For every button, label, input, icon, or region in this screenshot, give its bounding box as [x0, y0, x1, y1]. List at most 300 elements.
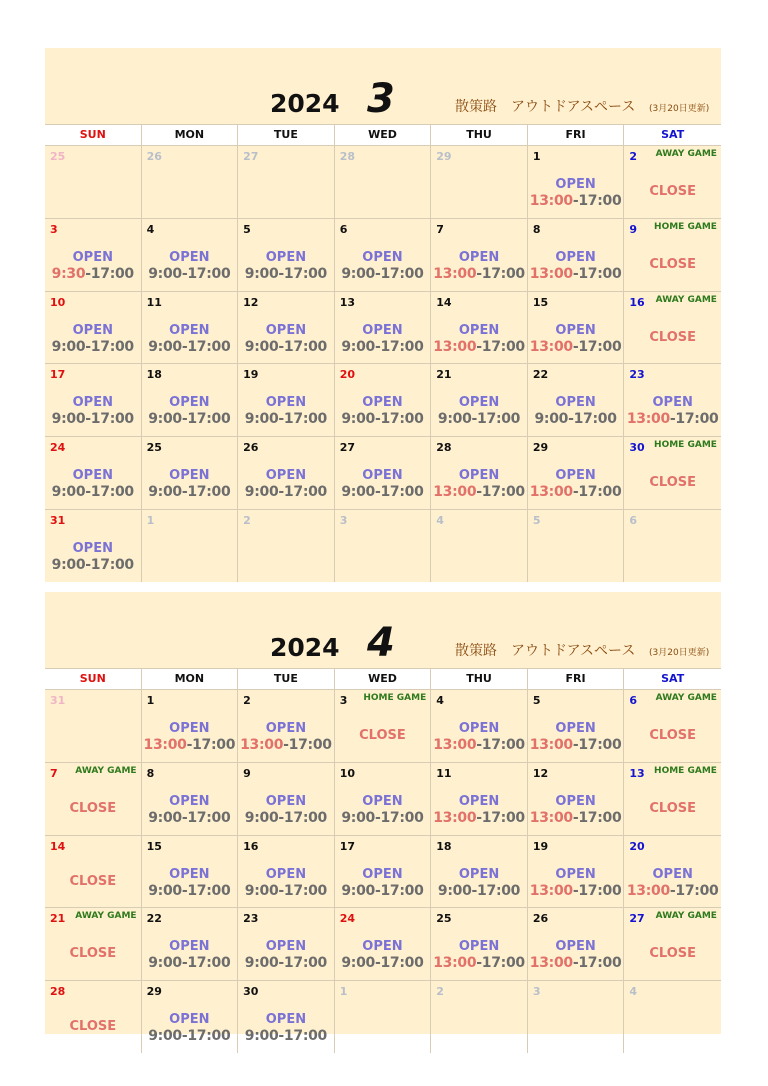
close-status: CLOSE [69, 800, 117, 816]
day-number: 15 [532, 295, 549, 309]
open-status: OPEN [265, 866, 307, 882]
start-time: 13:00 [626, 411, 670, 428]
day-number: 13 [629, 766, 645, 780]
weekday-sat: SAT [624, 125, 721, 145]
day-number: 31 [50, 694, 66, 707]
end-time: -17:00 [568, 411, 617, 428]
end-time: -17:00 [181, 338, 231, 355]
game-label: HOME GAME [654, 221, 717, 232]
opening-hours [528, 955, 624, 971]
start-time: 9:00 [244, 338, 279, 355]
opening-hours [335, 339, 431, 355]
start-time: 9:00 [148, 411, 182, 428]
day-cell [238, 436, 335, 509]
end-time: -17:00 [181, 484, 231, 501]
day-number: 20 [339, 368, 355, 382]
start-time: 13:00 [433, 809, 477, 826]
weekday-fri: FRI [528, 669, 625, 689]
day-cell [431, 907, 528, 980]
end-time: -17:00 [85, 484, 134, 501]
open-status: OPEN [265, 1012, 307, 1028]
day-cell [335, 218, 432, 291]
day-cell [45, 980, 142, 1053]
start-time: 9:00 [244, 265, 279, 282]
day-number: 9 [629, 222, 638, 236]
weekday-wed: WED [335, 125, 432, 145]
opening-hours [624, 883, 721, 899]
day-grid [45, 689, 721, 1053]
day-number: 26 [532, 912, 549, 926]
day-cell [238, 907, 335, 980]
day-number: 26 [243, 441, 259, 455]
day-number: 9 [243, 766, 251, 780]
open-status: OPEN [72, 395, 113, 411]
day-number: 12 [532, 766, 549, 780]
weekday-thu: THU [431, 669, 528, 689]
open-status: OPEN [169, 395, 210, 411]
day-number: 16 [629, 295, 645, 309]
opening-hours [142, 810, 238, 826]
calendar-month: 3 [367, 76, 395, 122]
open-status: OPEN [555, 322, 596, 338]
weekday-header [45, 668, 721, 689]
end-time: -17:00 [572, 737, 622, 753]
updated-note: (3月20日更新) [649, 104, 710, 114]
day-cell [45, 762, 142, 835]
day-number: 2 [243, 513, 251, 527]
end-time: -17:00 [186, 737, 236, 753]
day-number: 1 [146, 513, 155, 527]
day-number: 30 [243, 985, 259, 999]
day-number: 16 [243, 839, 259, 853]
close-status: CLOSE [69, 873, 117, 889]
start-time: 9:00 [148, 338, 182, 355]
day-cell [624, 835, 721, 908]
open-status: OPEN [458, 249, 500, 265]
end-time: -17:00 [374, 882, 424, 899]
close-status: CLOSE [359, 728, 406, 743]
start-time: 9:00 [244, 882, 279, 899]
end-time: -17:00 [476, 737, 525, 753]
end-time: -17:00 [669, 411, 719, 428]
day-cell [624, 218, 721, 291]
end-time: -17:00 [85, 411, 134, 428]
start-time: 13:00 [529, 809, 573, 826]
day-number: 14 [436, 295, 452, 309]
end-time: -17:00 [471, 411, 521, 428]
open-status: OPEN [265, 793, 307, 809]
weekday-tue: TUE [238, 125, 335, 145]
open-status: OPEN [265, 468, 307, 484]
day-cell [624, 689, 721, 762]
open-status: OPEN [362, 468, 403, 484]
start-time: 13:00 [529, 484, 573, 501]
opening-hours [238, 266, 334, 282]
game-label: HOME GAME [654, 440, 717, 451]
start-time: 9:00 [148, 809, 182, 826]
day-cell [431, 980, 528, 1053]
open-status: OPEN [652, 866, 693, 882]
end-time: -17:00 [278, 265, 327, 282]
opening-hours [142, 1028, 238, 1044]
day-cell [45, 509, 142, 582]
game-label: AWAY GAME [655, 693, 717, 703]
end-time: -17:00 [278, 882, 327, 899]
start-time: 9:30 [51, 265, 86, 282]
day-cell [528, 436, 625, 509]
day-cell [142, 509, 239, 582]
day-cell [528, 762, 625, 835]
game-label: AWAY GAME [655, 294, 717, 305]
end-time: -17:00 [85, 338, 134, 355]
day-cell [431, 291, 528, 364]
end-time: -17:00 [374, 955, 424, 972]
day-cell [335, 907, 432, 980]
day-cell [335, 835, 432, 908]
day-number: 29 [532, 441, 549, 455]
day-number: 13 [339, 295, 355, 309]
start-time: 13:00 [529, 737, 573, 753]
weekday-sun: SUN [45, 125, 142, 145]
close-status: CLOSE [649, 184, 696, 199]
day-number: 3 [50, 222, 58, 236]
opening-hours [238, 810, 334, 826]
end-time: -17:00 [572, 193, 622, 209]
open-status: OPEN [555, 866, 596, 882]
day-cell [624, 980, 721, 1053]
end-time: -17:00 [85, 556, 134, 573]
open-status: OPEN [265, 939, 307, 955]
day-cell [45, 907, 142, 980]
location-label: 散策路 アウトドアスペース [455, 643, 636, 659]
start-time: 13:00 [529, 193, 573, 209]
day-number: 21 [50, 912, 66, 926]
weekday-sat: SAT [624, 669, 721, 689]
game-label: AWAY GAME [655, 149, 717, 159]
opening-hours [528, 411, 624, 427]
start-time: 13:00 [433, 737, 477, 753]
game-label: HOME GAME [363, 693, 427, 703]
start-time: 9:00 [244, 1028, 279, 1045]
opening-hours [528, 193, 624, 209]
end-time: -17:00 [374, 411, 424, 428]
weekday-sun: SUN [45, 669, 142, 689]
end-time: -17:00 [374, 484, 424, 501]
start-time: 9:00 [341, 809, 375, 826]
day-number: 6 [629, 513, 638, 527]
day-cell [142, 145, 239, 218]
day-cell [335, 509, 432, 582]
end-time: -17:00 [572, 338, 622, 355]
updated-note: (3月20日更新) [649, 648, 710, 658]
opening-hours [45, 339, 141, 355]
day-number: 6 [629, 694, 638, 707]
day-number: 1 [339, 985, 348, 999]
open-status: OPEN [458, 793, 500, 809]
day-cell [528, 218, 625, 291]
open-status: OPEN [169, 939, 210, 955]
end-time: -17:00 [476, 484, 525, 501]
day-cell [238, 509, 335, 582]
open-status: OPEN [72, 249, 113, 265]
day-number: 27 [339, 441, 355, 455]
day-number: 24 [339, 912, 355, 926]
end-time: -17:00 [181, 265, 231, 282]
game-label: HOME GAME [654, 765, 717, 776]
open-status: OPEN [362, 866, 403, 882]
opening-hours [528, 484, 624, 500]
game-label: AWAY GAME [75, 911, 137, 922]
day-number: 8 [532, 222, 541, 236]
opening-hours [45, 411, 141, 427]
end-time: -17:00 [278, 955, 327, 972]
opening-hours [238, 484, 334, 500]
start-time: 13:00 [529, 955, 573, 972]
day-cell [238, 689, 335, 762]
opening-hours [335, 411, 431, 427]
open-status: OPEN [169, 721, 210, 736]
day-number: 2 [436, 985, 444, 999]
open-status: OPEN [362, 793, 403, 809]
day-number: 4 [436, 694, 444, 707]
day-number: 25 [50, 150, 66, 163]
day-cell [238, 363, 335, 436]
open-status: OPEN [458, 721, 500, 736]
close-status: CLOSE [649, 256, 696, 272]
day-cell [431, 218, 528, 291]
end-time: -17:00 [476, 809, 525, 826]
opening-hours [142, 266, 238, 282]
start-time: 9:00 [51, 556, 86, 573]
open-status: OPEN [169, 249, 210, 265]
day-cell [142, 907, 239, 980]
open-status: OPEN [265, 721, 307, 736]
opening-hours [431, 883, 527, 899]
opening-hours [528, 339, 624, 355]
day-number: 28 [339, 150, 355, 163]
day-cell [624, 363, 721, 436]
day-cell [431, 363, 528, 436]
day-number: 5 [532, 513, 541, 527]
day-cell [528, 291, 625, 364]
day-cell [142, 363, 239, 436]
day-number: 1 [146, 694, 155, 707]
close-status: CLOSE [649, 800, 696, 816]
day-cell [142, 218, 239, 291]
day-cell [335, 762, 432, 835]
day-number: 25 [146, 441, 162, 455]
day-cell [238, 835, 335, 908]
day-cell [142, 980, 239, 1053]
open-status: OPEN [362, 395, 403, 411]
day-number: 11 [146, 295, 162, 309]
day-cell [528, 980, 625, 1053]
opening-hours [431, 339, 527, 355]
opening-hours [142, 883, 238, 899]
day-number: 18 [436, 839, 452, 853]
open-status: OPEN [555, 793, 596, 809]
end-time: -17:00 [572, 809, 622, 826]
day-number: 26 [146, 150, 162, 163]
opening-hours [528, 883, 624, 899]
start-time: 9:00 [244, 955, 279, 972]
start-time: 9:00 [148, 484, 182, 501]
game-label: AWAY GAME [75, 765, 137, 776]
start-time: 9:00 [148, 955, 182, 972]
day-number: 4 [146, 222, 155, 236]
opening-hours [45, 557, 141, 573]
opening-hours [335, 955, 431, 971]
day-number: 3 [532, 985, 541, 999]
calendar-month: 4 [367, 620, 395, 666]
end-time: -17:00 [278, 411, 327, 428]
day-cell [624, 436, 721, 509]
day-number: 11 [436, 766, 452, 780]
opening-hours [624, 411, 721, 427]
day-number: 23 [243, 912, 259, 926]
open-status: OPEN [169, 1012, 210, 1028]
day-cell [238, 762, 335, 835]
open-status: OPEN [555, 395, 596, 411]
start-time: 9:00 [148, 265, 182, 282]
opening-hours [528, 737, 624, 753]
day-cell [45, 291, 142, 364]
day-cell [335, 436, 432, 509]
open-status: OPEN [458, 939, 500, 955]
open-status: OPEN [265, 249, 307, 265]
day-number: 29 [436, 150, 452, 163]
opening-hours [528, 810, 624, 826]
day-cell [45, 689, 142, 762]
day-number: 4 [629, 985, 638, 999]
day-cell [528, 835, 625, 908]
day-cell [528, 907, 625, 980]
end-time: -17:00 [181, 1028, 231, 1045]
day-number: 15 [146, 839, 162, 853]
day-cell [624, 291, 721, 364]
weekday-fri: FRI [528, 125, 625, 145]
start-time: 9:00 [341, 882, 375, 899]
day-number: 3 [339, 513, 348, 527]
day-number: 17 [339, 839, 355, 853]
end-time: -17:00 [374, 809, 424, 826]
opening-hours [335, 810, 431, 826]
weekday-thu: THU [431, 125, 528, 145]
end-time: -17:00 [278, 809, 327, 826]
open-status: OPEN [72, 540, 113, 556]
day-number: 7 [436, 222, 444, 236]
end-time: -17:00 [572, 882, 622, 899]
day-cell [45, 835, 142, 908]
day-cell [238, 145, 335, 218]
day-cell [431, 436, 528, 509]
start-time: 13:00 [240, 737, 284, 753]
day-cell [142, 762, 239, 835]
start-time: 9:00 [51, 338, 86, 355]
start-time: 13:00 [433, 265, 477, 282]
calendar-year: 2024 [270, 89, 340, 118]
opening-hours [238, 1028, 334, 1044]
day-cell [431, 145, 528, 218]
close-status: CLOSE [649, 329, 696, 345]
day-number: 2 [629, 150, 638, 163]
day-cell [142, 436, 239, 509]
calendar-header [45, 592, 721, 668]
close-status: CLOSE [649, 475, 696, 491]
start-time: 9:00 [244, 411, 279, 428]
opening-hours [431, 810, 527, 826]
day-number: 25 [436, 912, 452, 926]
weekday-header [45, 124, 721, 145]
opening-hours [431, 411, 527, 427]
day-cell [528, 689, 625, 762]
day-cell [45, 363, 142, 436]
day-cell [624, 509, 721, 582]
start-time: 9:00 [341, 411, 375, 428]
end-time: -17:00 [669, 882, 719, 899]
end-time: -17:00 [476, 955, 525, 972]
end-time: -17:00 [181, 411, 231, 428]
open-status: OPEN [362, 322, 403, 338]
open-status: OPEN [265, 395, 307, 411]
opening-hours [335, 266, 431, 282]
start-time: 13:00 [529, 338, 573, 355]
opening-hours [142, 737, 238, 753]
day-cell [528, 363, 625, 436]
day-number: 29 [146, 985, 162, 999]
day-cell [431, 835, 528, 908]
day-number: 23 [629, 368, 645, 382]
opening-hours [45, 484, 141, 500]
day-cell [45, 218, 142, 291]
day-cell [624, 145, 721, 218]
day-cell [238, 980, 335, 1053]
open-status: OPEN [169, 468, 210, 484]
day-cell [238, 291, 335, 364]
day-cell [142, 689, 239, 762]
day-number: 30 [629, 441, 645, 455]
day-number: 1 [532, 150, 541, 163]
close-status: CLOSE [649, 946, 696, 962]
end-time: -17:00 [278, 1028, 327, 1045]
opening-hours [238, 955, 334, 971]
end-time: -17:00 [476, 338, 525, 355]
weekday-mon: MON [142, 669, 239, 689]
day-number: 21 [436, 368, 452, 382]
opening-hours [431, 737, 527, 753]
day-number: 17 [50, 368, 66, 382]
day-cell [335, 689, 432, 762]
day-number: 27 [629, 912, 645, 926]
day-number: 2 [243, 694, 251, 707]
day-number: 3 [339, 694, 348, 707]
weekday-wed: WED [335, 669, 432, 689]
start-time: 13:00 [626, 882, 670, 899]
start-time: 13:00 [433, 338, 477, 355]
day-number: 10 [339, 766, 355, 780]
start-time: 9:00 [437, 411, 472, 428]
day-number: 27 [243, 150, 259, 163]
day-number: 19 [532, 839, 549, 853]
location-label: 散策路 アウトドアスペース [455, 99, 636, 115]
day-number: 28 [436, 441, 452, 455]
day-number: 5 [243, 222, 251, 236]
open-status: OPEN [652, 395, 693, 411]
start-time: 9:00 [244, 484, 279, 501]
start-time: 9:00 [341, 338, 375, 355]
calendar-header [45, 48, 721, 124]
day-number: 5 [532, 694, 541, 707]
